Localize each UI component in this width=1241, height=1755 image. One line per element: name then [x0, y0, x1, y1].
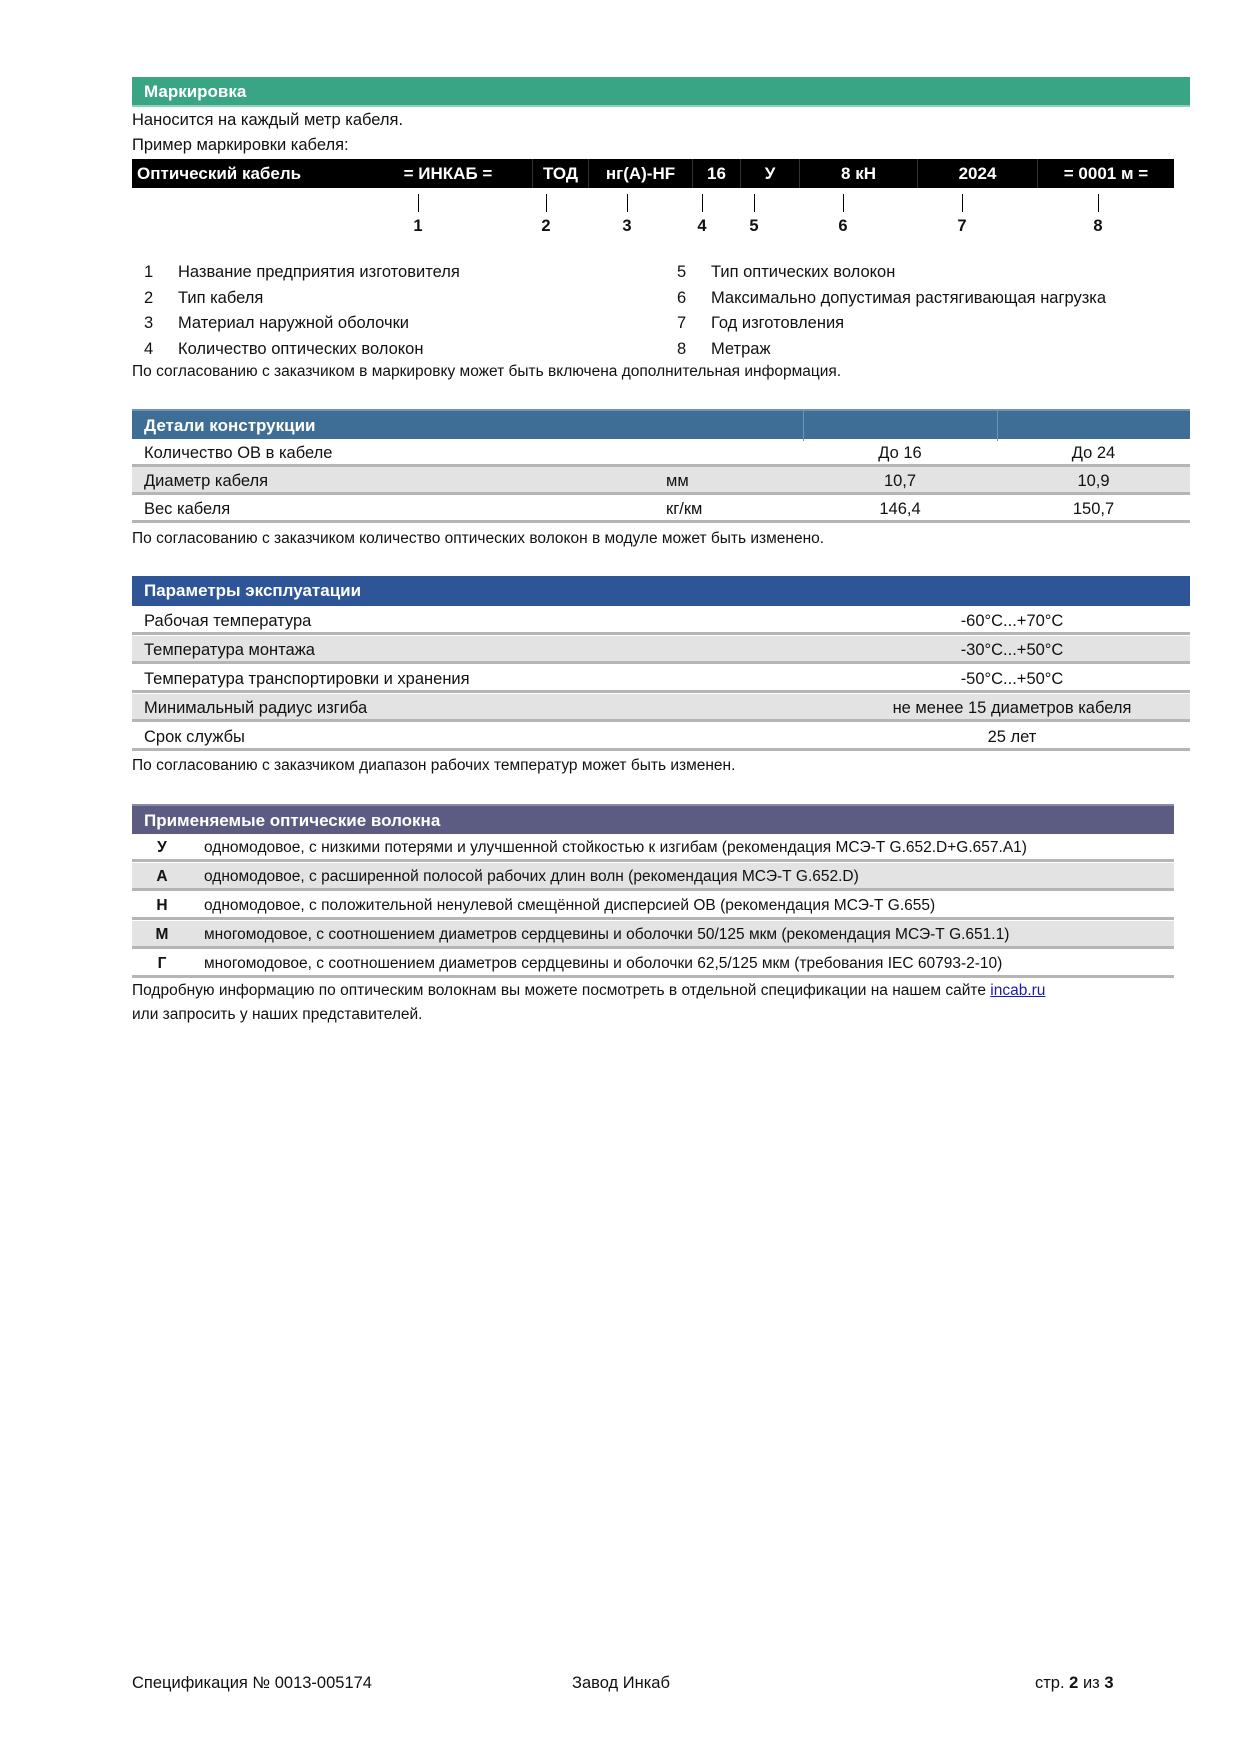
bar-cell: = 0001 м = — [1063, 164, 1149, 183]
tick — [418, 194, 419, 212]
row-label: Количество ОВ в кабеле — [144, 444, 333, 462]
table-row — [132, 636, 1190, 664]
page-of: из — [1082, 1674, 1100, 1692]
table-row — [132, 892, 1174, 920]
tick — [1098, 194, 1099, 212]
legend-num: 6 — [677, 288, 687, 307]
legend-num: 7 — [677, 314, 687, 332]
page-prefix: стр. — [1035, 1674, 1065, 1692]
bar-cell: нг(А)-HF — [589, 159, 693, 188]
legend-item — [144, 286, 460, 312]
table-row — [132, 723, 1190, 751]
marker-number: 4 — [697, 217, 707, 235]
operation-header: Параметры эксплуатации — [132, 576, 1190, 606]
operation-note: По согласованию с заказчиком диапазон рабочих температур может быть изменен. — [132, 757, 736, 774]
footer-page — [1035, 1674, 1114, 1693]
construction-note: По согласованию с заказчиком количество оптических волокон в модуле может быть изменено. — [132, 530, 825, 547]
row-value-2: 150,7 — [1072, 500, 1115, 518]
legend-item — [144, 337, 460, 363]
bar-cell: ТОД — [533, 159, 589, 188]
incab-link[interactable]: incab.ru — [990, 982, 1046, 999]
row-value: -60°C...+70°C — [960, 612, 1064, 630]
legend-right — [677, 260, 1106, 362]
row-label: Температура транспортировки и хранения — [144, 670, 470, 688]
row-value: -30°C...+50°C — [960, 641, 1064, 659]
marker-number: 6 — [838, 217, 848, 235]
table-row — [132, 694, 1190, 722]
legend-text: Тип оптических волокон — [711, 263, 896, 281]
legend-num: 5 — [677, 263, 687, 281]
row-value-1: 10,7 — [883, 472, 917, 490]
divider — [803, 411, 804, 441]
row-value-1: До 16 — [878, 444, 922, 462]
row-value: -50°C...+50°C — [960, 670, 1064, 688]
row-label: Минимальный радиус изгиба — [144, 699, 368, 717]
table-row — [132, 607, 1190, 635]
marker-number: 3 — [622, 217, 632, 235]
fibers-note-text: Подробную информацию по оптическим волокнам вы можете посмотреть в отдельной спецификации на нашем сайте — [132, 982, 986, 999]
fiber-desc: многомодовое, с соотношением диаметров сердцевины и оболочки 50/125 мкм (рекомендация МСЭ-Т G.651.1) — [204, 926, 1010, 943]
fiber-desc: одномодовое, с расширенной полосой рабочих длин волн (рекомендация МСЭ-Т G.652.D) — [204, 868, 859, 885]
legend-left — [144, 260, 460, 362]
fibers-note-2: или запросить у наших представителей. — [132, 1006, 423, 1023]
marker-number: 7 — [957, 217, 967, 235]
bar-cell: 16 — [693, 159, 741, 188]
row-value: не менее 15 диаметров кабеля — [892, 699, 1132, 717]
bar-cell: У — [741, 159, 800, 188]
row-unit: кг/км — [666, 500, 703, 518]
table-row — [132, 921, 1174, 949]
fiber-code: Г — [157, 955, 167, 972]
fibers-note — [132, 982, 1174, 1000]
table-row — [132, 467, 1190, 495]
bar-cell: Оптический кабель — [137, 164, 302, 183]
fibers-header: Применяемые оптические волокна — [132, 804, 1174, 834]
legend-text: Материал наружной оболочки — [178, 314, 410, 332]
footer-spec: Спецификация № 0013-005174 — [132, 1674, 372, 1692]
table-row — [132, 439, 1190, 467]
row-label: Температура монтажа — [144, 641, 315, 659]
marking-note: По согласованию с заказчиком в маркировку может быть включена дополнительная информация. — [132, 363, 842, 380]
table-row — [132, 495, 1190, 523]
marking-line2: Пример маркировки кабеля: — [132, 136, 349, 154]
fiber-code: М — [155, 926, 169, 943]
marker-number: 5 — [749, 217, 759, 235]
tick — [754, 194, 755, 212]
legend-num: 4 — [144, 339, 154, 358]
fiber-desc: одномодовое, с низкими потерями и улучшенной стойкостью к изгибам (рекомендация МСЭ-Т G.652.D+G.657.A1) — [204, 839, 1027, 856]
marking-line1: Наносится на каждый метр кабеля. — [132, 111, 404, 129]
legend-text: Количество оптических волокон — [178, 339, 424, 358]
fiber-code: Н — [156, 897, 168, 914]
marking-header: Маркировка — [132, 77, 1190, 107]
legend-item — [144, 260, 460, 286]
legend-text: Название предприятия изготовителя — [178, 263, 460, 281]
legend-text: Метраж — [711, 339, 771, 358]
bar-cell: 8 кН — [800, 159, 918, 188]
footer-factory: Завод Инкаб — [572, 1674, 670, 1692]
row-value-2: 10,9 — [1077, 472, 1110, 490]
legend-num: 2 — [144, 288, 154, 307]
tick — [843, 194, 844, 212]
legend-item — [677, 286, 1106, 312]
divider — [997, 411, 998, 441]
construction-header — [132, 409, 1190, 439]
tick — [627, 194, 628, 212]
marker-number: 2 — [541, 217, 551, 235]
legend-num: 3 — [144, 314, 154, 332]
tick — [702, 194, 703, 212]
marker-number: 1 — [413, 217, 423, 235]
page-total: 3 — [1104, 1674, 1114, 1692]
bar-cell: 2024 — [918, 159, 1038, 188]
legend-item — [144, 311, 460, 337]
legend-item — [677, 311, 1106, 337]
table-row — [132, 665, 1190, 693]
page-number: 2 — [1069, 1674, 1079, 1692]
row-unit: мм — [666, 472, 689, 490]
legend-num: 8 — [677, 339, 687, 358]
tick — [962, 194, 963, 212]
legend-text: Тип кабеля — [178, 288, 264, 307]
row-label: Диаметр кабеля — [144, 472, 269, 490]
table-row — [132, 950, 1174, 978]
fiber-code: У — [157, 839, 167, 856]
legend-text: Максимально допустимая растягивающая нагрузка — [711, 288, 1107, 307]
fiber-desc: многомодовое, с соотношением диаметров сердцевины и оболочки 62,5/125 мкм (требования IEC 60793-2-10) — [204, 955, 1003, 972]
legend-item — [677, 260, 1106, 286]
marking-example-bar — [132, 159, 1174, 188]
row-value-1: 146,4 — [879, 500, 921, 518]
marker-number: 8 — [1093, 217, 1103, 235]
legend-text: Год изготовления — [711, 314, 845, 332]
construction-title: Детали конструкции — [144, 416, 316, 435]
table-row — [132, 834, 1174, 862]
tick — [546, 194, 547, 212]
fiber-desc: одномодовое, с положительной ненулевой смещённой дисперсией ОВ (рекомендация МСЭ-Т G.655) — [204, 897, 936, 914]
row-value: 25 лет — [987, 728, 1037, 746]
row-label: Вес кабеля — [144, 500, 231, 518]
fiber-code: А — [156, 868, 168, 885]
row-label: Рабочая температура — [144, 612, 312, 630]
row-value-2: До 24 — [1071, 444, 1116, 462]
table-row — [132, 863, 1174, 891]
bar-cell: = ИНКАБ = — [364, 159, 533, 188]
row-label: Срок службы — [144, 728, 245, 746]
legend-num: 1 — [144, 263, 154, 281]
legend-item — [677, 337, 1106, 363]
